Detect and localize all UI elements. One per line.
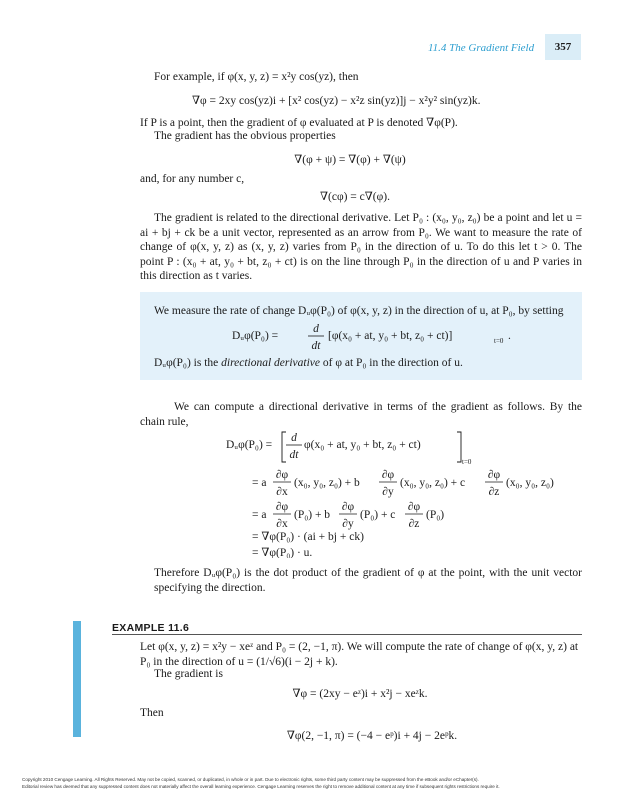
definition-eq-d: d bbox=[313, 323, 319, 335]
partial-den-6: ∂z bbox=[408, 518, 420, 530]
derivation-line5: = ∇φ(P₀) · u. bbox=[252, 547, 313, 558]
definition-line-3-end: of φ at P₀ in the direction of u. bbox=[320, 357, 463, 369]
definition-line-3 bbox=[154, 356, 578, 371]
derivation bbox=[160, 428, 580, 558]
example-paragraph-3: Then bbox=[140, 707, 164, 719]
derivation-line2-term3: (x₀, y₀, z₀) bbox=[506, 477, 554, 489]
example-equation-evaluated: ∇φ(2, −1, π) = (−4 − eᵖ)i + 4j − 2eᵖk. bbox=[286, 730, 458, 742]
example-accent-bar bbox=[73, 621, 81, 737]
definition-line-3-start: Dᵤφ(P₀) is the bbox=[154, 357, 222, 369]
definition-eq-rhs: [φ(x₀ + at, y₀ + bt, z₀ + ct)] bbox=[328, 330, 453, 342]
paragraph-gradient-at-point: If P is a point, then the gradient of φ evaluated at P is denoted ∇φ(P). bbox=[140, 117, 458, 129]
paragraph-any-number: and, for any number c, bbox=[140, 173, 245, 185]
page-number: 357 bbox=[545, 34, 581, 60]
partial-num-3: ∂φ bbox=[487, 469, 501, 481]
partial-num-1: ∂φ bbox=[275, 469, 289, 481]
partial-den-5: ∂y bbox=[342, 518, 354, 530]
paragraph-chain-rule: We can compute a directional derivative in terms of the gradient as follows. By the chain rule, bbox=[140, 401, 582, 428]
footer-copyright: Copyright 2010 Cengage Learning. All Rights Reserved. May not be copied, scanned, or duplicated, in whole or in part. Due to electronic rights, some third party content may be suppressed from the eBook and/or eChapter(s). bbox=[22, 777, 479, 782]
footer-editorial: Editorial review has deemed that any suppressed content does not materially affect the overall learning experience. Cengage Learning reserves the right to remove additional content at any time if subsequent rights restrictions require it. bbox=[22, 784, 500, 789]
partial-den-3: ∂z bbox=[488, 486, 500, 498]
derivation-line2-a: = a bbox=[252, 477, 267, 489]
derivation-line3-term2: (P₀) + c bbox=[360, 509, 396, 521]
example-label: EXAMPLE 11.6 bbox=[112, 622, 190, 634]
derivation-line3-term3: (P₀) bbox=[426, 509, 445, 521]
example-equation-gradient: ∇φ = (2xy − eᶻ)i + x²j − xeᶻk. bbox=[292, 688, 428, 700]
derivation-line4: = ∇φ(P₀) · (ai + bj + ck) bbox=[252, 531, 364, 543]
definition-eq-sub: t=0 bbox=[494, 337, 504, 345]
partial-den-2: ∂y bbox=[382, 486, 394, 498]
derivation-sub: t=0 bbox=[462, 458, 472, 466]
partial-den-1: ∂x bbox=[276, 486, 288, 498]
definition-term: directional derivative bbox=[221, 357, 321, 369]
partial-num-6: ∂φ bbox=[407, 501, 421, 513]
example-paragraph-1: Let φ(x, y, z) = x²y − xeᶻ and P₀ = (2, −1, π). We will compute the rate of change of φ(x, y, z) at P₀ in the direction of u = (1/√6)(i − 2j + k). bbox=[140, 641, 579, 668]
equation-scalar-property: ∇(cφ) = c∇(φ). bbox=[320, 191, 390, 203]
derivation-d: d bbox=[291, 432, 297, 444]
paragraph-properties: The gradient has the obvious properties bbox=[154, 130, 336, 142]
definition-eq-period: . bbox=[508, 330, 511, 342]
right-bracket bbox=[457, 432, 461, 462]
definition-box bbox=[140, 292, 582, 380]
partial-num-2: ∂φ bbox=[381, 469, 395, 481]
definition-line-1: We measure the rate of change Dᵤφ(P₀) of φ(x, y, z) in the direction of u, at P₀, by setting bbox=[154, 305, 564, 317]
example-rule bbox=[112, 634, 582, 635]
example-paragraph-2: The gradient is bbox=[154, 668, 223, 680]
definition-eq-dt: dt bbox=[311, 340, 321, 352]
derivation-lhs: Dᵤφ(P₀) = bbox=[226, 439, 273, 451]
derivation-line2-term2: (x₀, y₀, z₀) + c bbox=[400, 477, 466, 489]
partial-num-5: ∂φ bbox=[341, 501, 355, 513]
partial-den-4: ∂x bbox=[276, 518, 288, 530]
definition-equation bbox=[140, 319, 582, 359]
paragraph-directional-intro: The gradient is related to the directional derivative. Let P₀ : (x₀, y₀, z₀) be a point and let u = ai + bj + ck be a unit vector, represented as an arrow from P₀. We want to measure the rate of change of φ(x, y, z) as (x, y, z) varies from P₀ in the direction of u. To do this let t > 0. The point P : (x₀ + at, y₀ + bt, z₀ + ct) is on the line through P₀ in the direction of u and P varies in this direction as t varies. bbox=[140, 212, 582, 282]
section-title: 11.4 The Gradient Field bbox=[428, 42, 535, 54]
left-bracket bbox=[282, 432, 286, 462]
equation-sum-property: ∇(φ + ψ) = ∇(φ) + ∇(ψ) bbox=[294, 154, 406, 166]
paragraph-therefore: Therefore Dᵤφ(P₀) is the dot product of the gradient of φ at the point, with the unit vector specifying the direction. bbox=[154, 567, 582, 594]
derivation-dt: dt bbox=[289, 449, 299, 461]
equation-gradient-example: ∇φ = 2xy cos(yz)i + [x² cos(yz) − x²z sin(yz)]j − x²y² sin(yz)k. bbox=[192, 95, 481, 107]
derivation-line3-a: = a bbox=[252, 509, 267, 521]
definition-eq-lhs: Dᵤφ(P₀) = bbox=[232, 330, 279, 342]
derivation-line3-term1: (P₀) + b bbox=[294, 509, 331, 521]
derivation-line2-term1: (x₀, y₀, z₀) + b bbox=[294, 477, 360, 489]
paragraph-example-intro: For example, if φ(x, y, z) = x²y cos(yz), then bbox=[154, 71, 359, 83]
derivation-body: φ(x₀ + at, y₀ + bt, z₀ + ct) bbox=[304, 439, 421, 451]
partial-num-4: ∂φ bbox=[275, 501, 289, 513]
